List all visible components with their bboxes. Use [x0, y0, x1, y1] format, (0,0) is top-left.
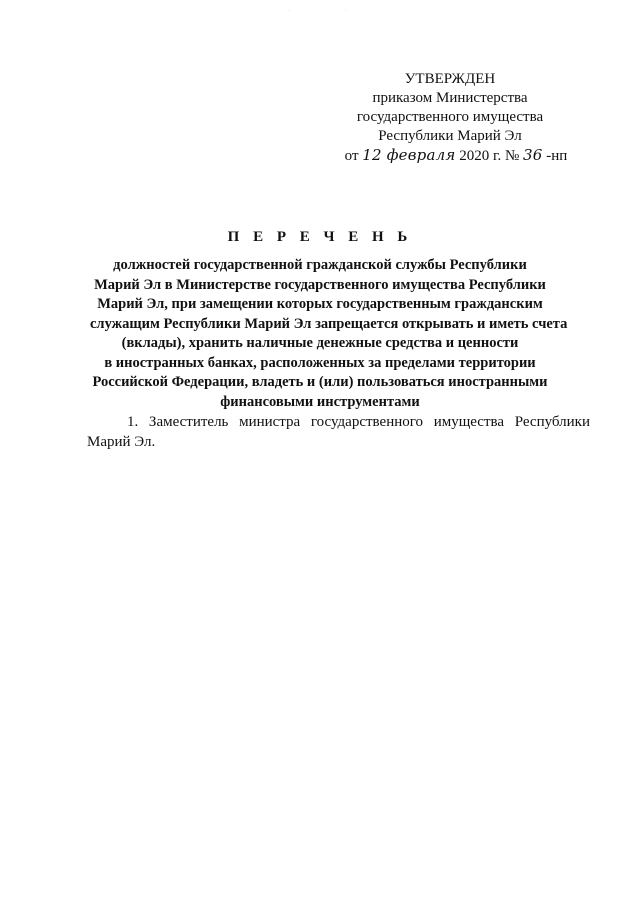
- handwritten-date: 12 февраля: [362, 146, 456, 164]
- subtitle-line: в иностранных банках, расположенных за пределами территории: [104, 354, 536, 371]
- subtitle-line: служащим Республики Марий Эл запрещается открывать и иметь счета: [90, 315, 568, 332]
- subtitle-line: (вклады), хранить наличные денежные средства и ценности: [121, 335, 519, 351]
- list-item-text-line: 1. Заместитель министра государственного имущества Республики: [127, 414, 590, 430]
- list-item: [87, 412, 590, 452]
- subtitle-line: Марий Эл в Министерстве государственного имущества Республики: [94, 276, 546, 293]
- date-prefix: от: [344, 148, 359, 164]
- order-number-suffix: -нп: [546, 148, 568, 164]
- approval-line-order: приказом Министерства: [372, 90, 528, 106]
- approval-line-republic: Республики Марий Эл: [378, 128, 522, 144]
- year-text: 2020 г. №: [459, 148, 520, 164]
- approval-line-ministry: государственного имущества: [356, 109, 544, 125]
- scan-dot-mark: ·: [288, 8, 290, 14]
- order-date-number-line: [336, 146, 576, 166]
- approved-heading: УТВЕРЖДЕН: [404, 71, 496, 87]
- subtitle-line: Марий Эл, при замещении которых государственным гражданским: [97, 296, 543, 312]
- approval-stamp-block: [330, 70, 570, 166]
- document-title: П Е Р Е Ч Е Н Ь: [227, 229, 413, 245]
- subtitle-line: Российской Федерации, владеть и (или) пользоваться иностранными: [92, 374, 548, 390]
- subtitle-line: финансовыми инструментами: [220, 393, 420, 410]
- document-subtitle: [90, 256, 568, 412]
- handwritten-order-number: 36: [523, 146, 543, 164]
- subtitle-line: должностей государственной гражданской службы Республики: [113, 257, 527, 273]
- scan-dot-mark: ·: [345, 8, 347, 14]
- list-item-text-line: Марий Эл.: [87, 434, 156, 450]
